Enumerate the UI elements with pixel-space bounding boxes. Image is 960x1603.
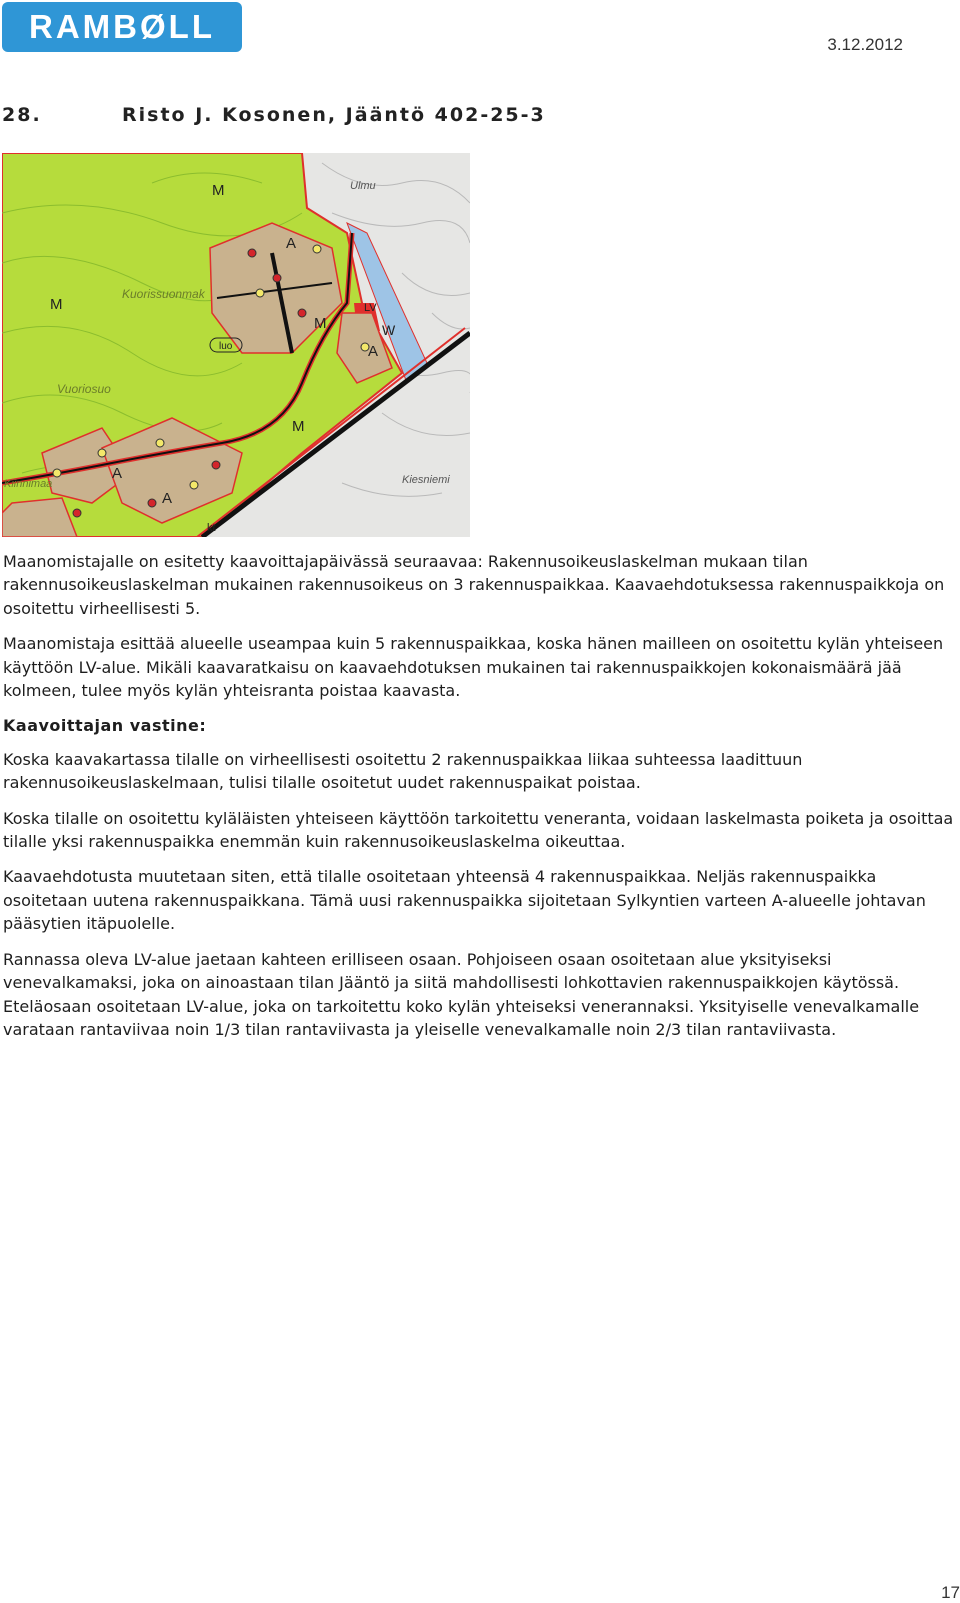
map-label: M [212,182,225,199]
section-title [2,104,546,126]
section-number: 28. [2,104,42,126]
document-date: 3.12.2012 [827,35,903,54]
paragraph: Rannassa oleva LV-alue jaetaan kahteen erilliseen osaan. Pohjoiseen osaan osoitetaan alue yksityiseksi venevalkamaksi, joka on ainoastaan tilan Jääntö ja siitä mahdollisesti lohkottavien rakennuspaikkojen käytössä. Eteläosaan osoitetaan LV-alue, joka on tarkoitettu koko kylän yhteiseksi venerannaksi. Yksityiselle venevalkamalle varataan rantaviivaa noin 1/3 tilan rantaviivasta ja yleiselle venevalkamalle noin 2/3 tilan rantaviivasta. [3,949,920,1039]
section-title-text: Risto J. Kosonen, Jääntö 402-25-3 [122,104,546,126]
map-label: luo [219,341,233,352]
map-label: A [368,343,379,360]
map-label: Kiinnimaa [4,478,53,490]
ramboll-logo [2,2,242,52]
zoning-map [2,153,470,537]
map-label: Kiesniemi [402,474,450,486]
map-label: M [50,296,63,313]
paragraph: Maanomistajalle on esitetty kaavoittajapäivässä seuraavaa: Rakennusoikeuslaskelman mukaan tilan rakennusoikeuslaskelman mukainen rakennusoikeus on 3 rakennuspaikkaa. Kaavaehdotuksessa rakennuspaikkoja on osoitettu virheellisesti 5. [3,552,945,618]
logo-text: RAMBØLL [29,8,215,45]
map-label: LV [364,302,377,314]
map-label: kt [207,522,216,534]
response-heading: Kaavoittajan vastine: [3,716,207,736]
map-label: A [112,465,123,482]
map-label: M [314,315,327,332]
map-label: Ulmu [350,180,376,192]
map-label: Vuoriosuo [57,382,111,396]
paragraph: Kaavaehdotusta muutetaan siten, että tilalle osoitetaan yhteensä 4 rakennuspaikkaa. Neljäs rakennuspaikka osoitetaan uutena rakennuspaikkana. Tämä uusi rakennuspaikka sijoitetaan Sylkyntien varteen A-alueelle johtavan pääsytien itäpuolelle. [3,867,926,934]
document-body [3,550,958,1053]
paragraph: Maanomistaja esittää alueelle useampaa kuin 5 rakennuspaikkaa, koska hänen mailleen on osoitettu kylän yhteiseen käyttöön LV-alue. Mikäli kaavaratkaisu on kaavaehdotuksen mukainen tai rakennuspaikkojen kokonaismäärä jää kolmeen, tulee myös kylän yhteisranta poistaa kaavasta. [3,634,944,701]
page-number: 17 [941,1583,960,1602]
map-label: A [286,235,297,252]
paragraph: Koska kaavakartassa tilalle on virheellisesti osoitettu 2 rakennuspaikkaa liikaa suhteessa laadittuun rakennusoikeuslaskelmaan, tulisi tilalle osoitetut uudet rakennuspaikat poistaa. [3,749,803,793]
map-label: Kuorissuonmak [122,287,205,301]
map-label: A [162,490,173,507]
map-label: M [292,418,305,435]
map-label: W [382,322,396,338]
paragraph: Koska tilalle on osoitettu kyläläisten yhteiseen käyttöön tarkoitettu veneranta, voidaan laskelmasta poiketa ja osoittaa tilalle yksi rakennuspaikka enemmän kuin rakennusoikeuslaskelma oikeuttaa. [3,808,954,852]
